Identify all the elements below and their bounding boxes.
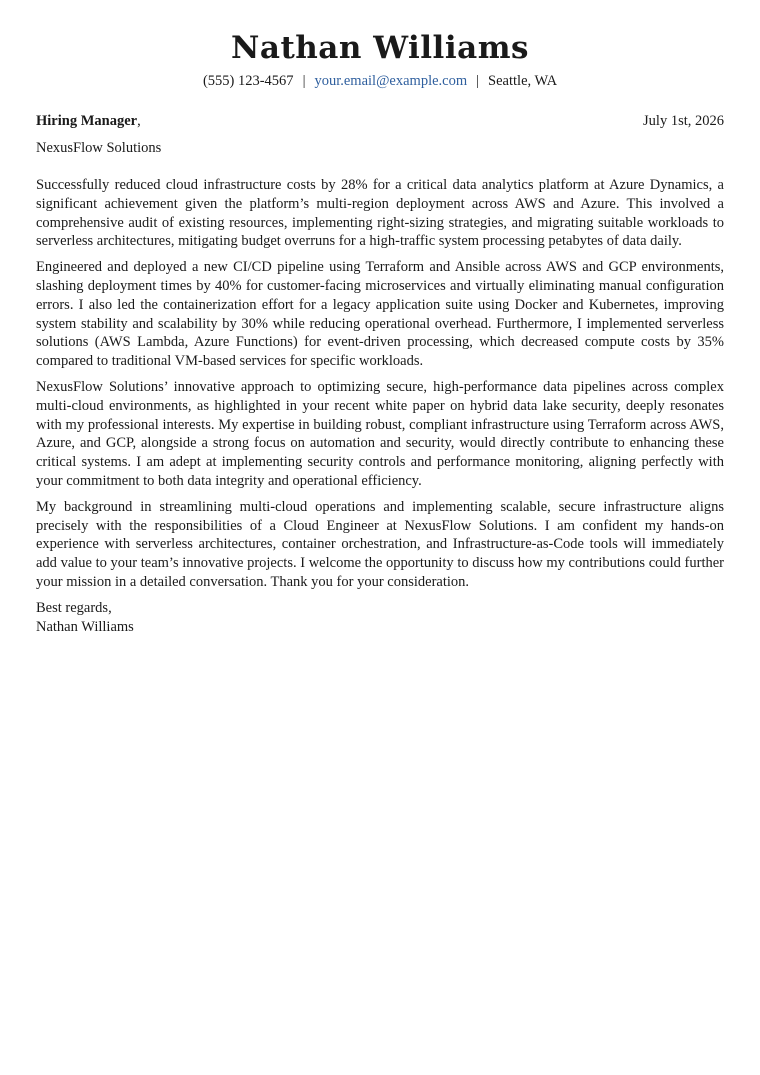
phone-number: (555) 123-4567	[202, 73, 294, 89]
applicant-name: Nathan Williams	[231, 30, 529, 66]
contact-separator: |	[302, 73, 306, 89]
recipient-date-row	[36, 112, 724, 130]
paragraph: Engineered and deployed a new CI/CD pipeline using Terraform and Ansible across AWS and GCP environments, slashing deployment times by 40% for customer-facing microservices and virtually eliminating manual configuration errors. I also led the containerization effort for a legacy application suite using Docker and Kubernetes, improving system stability and scalability by 30% while reducing operational overhead. Furthermore, I implemented serverless solutions (AWS Lambda, Azure Functions) for event-driven processing, which decreased compute costs by 35% compared to traditional VM-based services for specific workloads.	[36, 259, 724, 370]
signature-name: Nathan Williams	[36, 618, 134, 635]
recipient-comma: ,	[137, 113, 141, 129]
contact-separator: |	[476, 73, 480, 89]
contact-line	[36, 72, 724, 90]
letter-body	[36, 176, 724, 592]
letter-date: July 1st, 2026	[643, 113, 724, 129]
paragraph: Successfully reduced cloud infrastructure costs by 28% for a critical data analytics platform at Azure Dynamics, a significant achievement given the platform’s multi-region deployment across AWS and Azure. This involved a comprehensive audit of existing resources, implementing right-sizing strategies, and migrating suitable workloads to serverless architectures, mitigating budget overruns for a high-traffic system processing petabytes of data daily.	[36, 177, 724, 250]
email-link[interactable]: your.email@example.com	[314, 73, 468, 89]
recipient-name: Hiring Manager	[36, 113, 138, 129]
company-name: NexusFlow Solutions	[36, 140, 162, 156]
closing-salutation: Best regards,	[36, 599, 112, 616]
closing-block	[36, 599, 724, 637]
location: Seattle, WA	[488, 73, 558, 89]
recipient	[36, 112, 141, 130]
paragraph: NexusFlow Solutions’ innovative approach to optimizing secure, high-performance data pipelines across complex multi-cloud environments, as highlighted in your recent white paper on hybrid data lake security, deeply resonates with my professional interests. My expertise in building robust, compliant infrastructure using Terraform across AWS, Azure, and GCP, alongside a strong focus on automation and security, would directly contribute to enhancing these critical systems. I am adept at implementing security controls and performance monitoring, aligning perfectly with your commitment to both data integrity and operational efficiency.	[36, 378, 724, 489]
paragraph: My background in streamlining multi-cloud operations and implementing scalable, secure infrastructure aligns precisely with the responsibilities of a Cloud Engineer at NexusFlow Solutions. I am confident my hands-on experience with serverless architectures, container orchestration, and Infrastructure-as-Code tools will immediately add value to your team’s innovative projects. I welcome the opportunity to discuss how my contributions could further your mission in a detailed conversation. Thank you for your consideration.	[36, 498, 724, 590]
